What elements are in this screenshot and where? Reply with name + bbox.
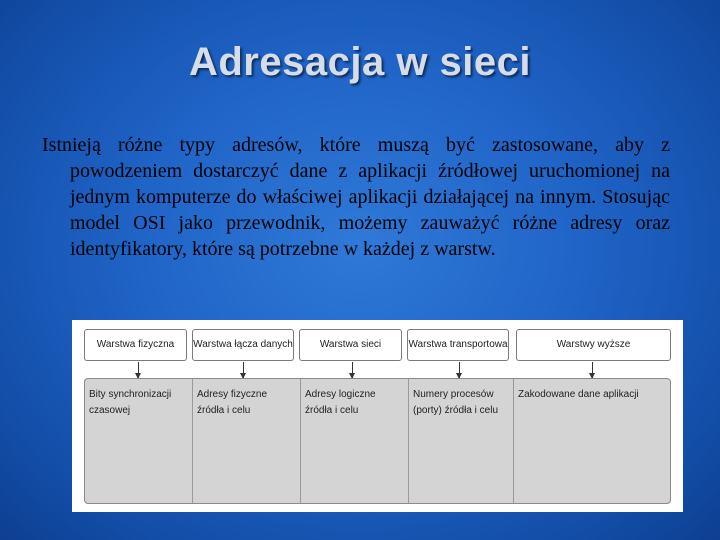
layer-box-data-link: Warstwa łącza danych xyxy=(192,329,294,361)
arrow-upper xyxy=(592,362,593,378)
address-upper: Zakodowane dane aplikacji xyxy=(513,379,670,503)
osi-addressing-diagram xyxy=(72,320,683,512)
layer-box-transport: Warstwa transportowa xyxy=(407,329,509,361)
address-data-link: Adresy fizyczne źródła i celu xyxy=(192,379,300,503)
slide-title: Adresacja w sieci xyxy=(188,40,532,84)
address-transport: Numery procesów (porty) źródła i celu xyxy=(408,379,513,503)
arrow-network xyxy=(352,362,353,378)
arrow-transport xyxy=(459,362,460,378)
arrow-physical xyxy=(138,362,139,378)
layer-row xyxy=(84,329,671,363)
layer-box-physical: Warstwa fizyczna xyxy=(84,329,187,361)
slide-body-text: Istnieją różne typy adresów, które muszą być zastosowane, aby z powodzeniem dostarczyć dane z aplikacji źródłowej uruchomionej na jednym komputerze do właściwej aplikacji działającej na innym. Stosując model OSI jako przewodnik, możemy zauważyć różne adresy oraz identyfikatory, które są potrzebne w każdej z warstw. xyxy=(42,134,670,260)
address-physical: Bity synchronizacji czasowej xyxy=(89,389,172,416)
address-panel xyxy=(84,378,671,504)
arrow-data-link xyxy=(243,362,244,378)
layer-box-network: Warstwa sieci xyxy=(299,329,402,361)
layer-box-upper: Warstwy wyższe xyxy=(516,329,671,361)
address-network: Adresy logiczne źródła i celu xyxy=(300,379,408,503)
